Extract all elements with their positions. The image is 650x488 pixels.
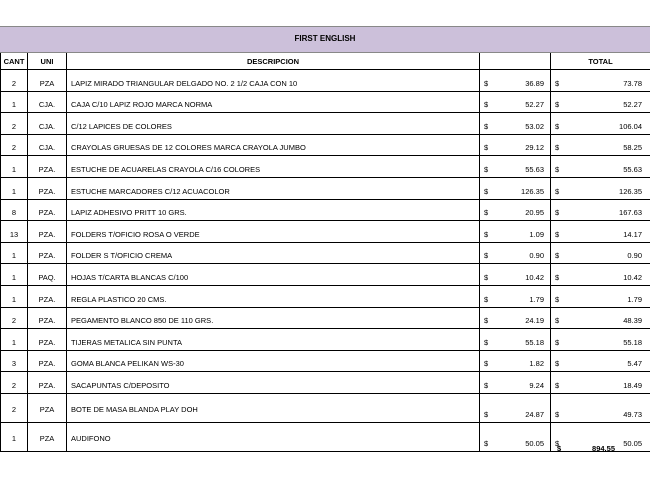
cell-total <box>551 295 650 307</box>
currency-symbol: $ <box>555 272 560 282</box>
currency-symbol: $ <box>484 251 489 261</box>
cell-total <box>551 316 650 328</box>
currency-symbol: $ <box>555 294 560 304</box>
total-value: 55.18 <box>623 337 642 347</box>
cell-unit-price <box>480 122 550 134</box>
cell-total <box>551 143 650 155</box>
cell-cant: 3 <box>11 359 17 369</box>
header-total: TOTAL <box>551 53 650 70</box>
currency-symbol: $ <box>484 380 489 390</box>
total-value: 14.17 <box>623 229 642 239</box>
cell-uni: PZA. <box>38 251 56 261</box>
grand-total <box>555 444 650 456</box>
cell-total <box>551 273 650 285</box>
currency-symbol: $ <box>484 438 489 448</box>
cell-total <box>551 208 650 220</box>
cell-unit-price <box>480 143 550 155</box>
table-row <box>1 372 650 394</box>
grand-total-value: 894.55 <box>592 444 615 453</box>
cell-unit-price <box>480 381 550 393</box>
currency-symbol: $ <box>555 186 560 196</box>
unit-price-value: 36.89 <box>525 78 544 88</box>
cell-cant: 1 <box>11 251 17 261</box>
unit-price-value: 24.19 <box>525 316 544 326</box>
cell-cant: 13 <box>9 229 19 239</box>
unit-price-value: 53.02 <box>525 121 544 131</box>
cell-uni: PZA. <box>38 337 56 347</box>
currency-symbol: $ <box>484 316 489 326</box>
total-value: 55.63 <box>623 164 642 174</box>
table-row <box>1 422 650 451</box>
table-row <box>1 177 650 199</box>
currency-symbol: $ <box>484 78 489 88</box>
currency-symbol: $ <box>484 272 489 282</box>
cell-uni: PZA. <box>38 359 56 369</box>
cell-uni: PZA. <box>38 164 56 174</box>
total-value: 58.25 <box>623 143 642 153</box>
cell-uni: PAQ. <box>38 272 56 282</box>
table-row <box>1 307 650 329</box>
cell-cant: 1 <box>11 100 17 110</box>
cell-total <box>551 187 650 199</box>
unit-price-value: 29.12 <box>525 143 544 153</box>
unit-price-value: 1.82 <box>529 359 544 369</box>
cell-uni: PZA. <box>38 294 56 304</box>
cell-uni: CJA. <box>38 121 56 131</box>
cell-unit-price <box>480 165 550 177</box>
header-uni: UNI <box>28 53 67 70</box>
cell-cant: 2 <box>11 121 17 131</box>
header-row <box>1 53 650 70</box>
cell-unit-price <box>480 295 550 307</box>
cell-descripcion: ESTUCHE MARCADORES C/12 ACUACOLOR <box>71 186 230 196</box>
cell-unit-price <box>480 359 550 371</box>
cell-unit-price <box>480 230 550 242</box>
cell-uni: CJA. <box>38 143 56 153</box>
cell-descripcion: LAPIZ MIRADO TRIANGULAR DELGADO NO. 2 1/2 CAJA CON 10 <box>71 78 298 88</box>
currency-symbol: $ <box>484 229 489 239</box>
currency-symbol: $ <box>555 409 560 419</box>
cell-total <box>551 381 650 393</box>
cell-uni: PZA <box>39 78 55 88</box>
unit-price-value: 55.18 <box>525 337 544 347</box>
cell-descripcion: PEGAMENTO BLANCO 850 DE 110 GRS. <box>71 316 214 326</box>
unit-price-value: 1.79 <box>529 294 544 304</box>
cell-total <box>551 122 650 134</box>
cell-unit-price <box>480 338 550 350</box>
total-value: 10.42 <box>623 272 642 282</box>
cell-cant: 1 <box>11 272 17 282</box>
cell-descripcion: SACAPUNTAS C/DEPOSITO <box>71 380 170 390</box>
table-row <box>1 156 650 178</box>
currency-symbol: $ <box>555 359 560 369</box>
cell-unit-price <box>480 187 550 199</box>
currency-symbol: $ <box>555 380 560 390</box>
cell-unit-price <box>480 208 550 220</box>
cell-unit-price <box>480 100 550 112</box>
table-row <box>1 70 650 92</box>
table-row <box>1 113 650 135</box>
currency-symbol: $ <box>484 186 489 196</box>
cell-cant: 1 <box>11 337 17 347</box>
unit-price-value: 10.42 <box>525 272 544 282</box>
cell-descripcion: REGLA PLASTICO 20 CMS. <box>71 294 167 304</box>
currency-symbol: $ <box>555 78 560 88</box>
unit-price-value: 1.09 <box>529 229 544 239</box>
grand-total-currency: $ <box>557 444 562 453</box>
cell-cant: 2 <box>11 316 17 326</box>
table-row <box>1 199 650 221</box>
cell-cant: 1 <box>11 164 17 174</box>
unit-price-value: 126.35 <box>521 186 544 196</box>
unit-price-value: 52.27 <box>525 100 544 110</box>
currency-symbol: $ <box>555 164 560 174</box>
cell-cant: 2 <box>11 380 17 390</box>
currency-symbol: $ <box>555 208 560 218</box>
currency-symbol: $ <box>555 143 560 153</box>
cell-uni: PZA <box>39 404 55 414</box>
total-value: 18.49 <box>623 380 642 390</box>
unit-price-value: 55.63 <box>525 164 544 174</box>
currency-symbol: $ <box>484 337 489 347</box>
table-row <box>1 329 650 351</box>
unit-price-value: 50.05 <box>525 438 544 448</box>
sheet-title: FIRST ENGLISH <box>294 34 356 43</box>
header-unit-price <box>480 53 551 70</box>
total-value: 5.47 <box>627 359 642 369</box>
total-value: 73.78 <box>623 78 642 88</box>
cell-total <box>551 100 650 112</box>
table-row <box>1 264 650 286</box>
cell-cant: 1 <box>11 433 17 443</box>
total-value: 50.05 <box>623 438 642 448</box>
cell-cant: 8 <box>11 208 17 218</box>
cell-descripcion: GOMA BLANCA PELIKAN WS-30 <box>71 359 184 369</box>
currency-symbol: $ <box>484 294 489 304</box>
cell-uni: PZA. <box>38 316 56 326</box>
cell-total <box>551 359 650 371</box>
total-value: 48.39 <box>623 316 642 326</box>
cell-cant: 2 <box>11 78 17 88</box>
cell-uni: PZA. <box>38 380 56 390</box>
total-value: 52.27 <box>623 100 642 110</box>
currency-symbol: $ <box>484 409 489 419</box>
cell-descripcion: CAJA C/10 LAPIZ ROJO MARCA NORMA <box>71 100 213 110</box>
cell-unit-price <box>480 273 550 285</box>
table-row <box>1 242 650 264</box>
cell-descripcion: TIJERAS METALICA SIN PUNTA <box>71 337 182 347</box>
cell-unit-price <box>480 79 550 91</box>
cell-descripcion: ESTUCHE DE ACUARELAS CRAYOLA C/16 COLORES <box>71 164 261 174</box>
cell-descripcion: FOLDER S T/OFICIO CREMA <box>71 251 173 261</box>
currency-symbol: $ <box>484 208 489 218</box>
total-value: 106.04 <box>619 121 642 131</box>
cell-unit-price <box>480 251 550 263</box>
currency-symbol: $ <box>555 100 560 110</box>
total-value: 49.73 <box>623 409 642 419</box>
cell-cant: 2 <box>11 404 17 414</box>
cell-descripcion: C/12 LAPICES DE COLORES <box>71 121 172 131</box>
cell-descripcion: CRAYOLAS GRUESAS DE 12 COLORES MARCA CRAYOLA JUMBO <box>71 143 306 153</box>
cell-cant: 1 <box>11 186 17 196</box>
table-row <box>1 134 650 156</box>
table-row <box>1 393 650 422</box>
cell-uni: PZA. <box>38 208 56 218</box>
cell-unit-price <box>480 410 550 422</box>
header-cant: CANT <box>1 53 28 70</box>
cell-uni: PZA. <box>38 186 56 196</box>
cell-uni: PZA <box>39 433 55 443</box>
unit-price-value: 9.24 <box>529 380 544 390</box>
cell-total <box>551 251 650 263</box>
table-row <box>1 350 650 372</box>
currency-symbol: $ <box>555 121 560 131</box>
total-value: 1.79 <box>627 294 642 304</box>
currency-symbol: $ <box>484 164 489 174</box>
total-value: 126.35 <box>619 186 642 196</box>
unit-price-value: 24.87 <box>525 409 544 419</box>
cell-descripcion: AUDIFONO <box>71 433 111 443</box>
currency-symbol: $ <box>484 143 489 153</box>
cell-total <box>551 230 650 242</box>
currency-symbol: $ <box>555 229 560 239</box>
cell-cant: 1 <box>11 294 17 304</box>
unit-price-value: 0.90 <box>529 251 544 261</box>
cell-total <box>551 410 650 422</box>
cell-descripcion: HOJAS T/CARTA BLANCAS C/100 <box>71 272 189 282</box>
currency-symbol: $ <box>555 337 560 347</box>
cell-descripcion: LAPIZ ADHESIVO PRITT 10 GRS. <box>71 208 187 218</box>
title-bar <box>0 26 650 53</box>
items-table <box>0 53 650 452</box>
currency-symbol: $ <box>555 316 560 326</box>
cell-total <box>551 79 650 91</box>
currency-symbol: $ <box>555 438 560 448</box>
currency-symbol: $ <box>484 121 489 131</box>
table-row <box>1 221 650 243</box>
currency-symbol: $ <box>484 100 489 110</box>
cell-descripcion: FOLDERS T/OFICIO ROSA O VERDE <box>71 229 200 239</box>
table-row <box>1 91 650 113</box>
total-value: 0.90 <box>627 251 642 261</box>
cell-unit-price <box>480 439 550 451</box>
cell-unit-price <box>480 316 550 328</box>
unit-price-value: 20.95 <box>525 208 544 218</box>
table-row <box>1 285 650 307</box>
header-descripcion: DESCRIPCION <box>67 53 480 70</box>
cell-total <box>551 165 650 177</box>
cell-uni: CJA. <box>38 100 56 110</box>
cell-descripcion: BOTE DE MASA BLANDA PLAY DOH <box>71 404 198 414</box>
cell-uni: PZA. <box>38 229 56 239</box>
total-value: 167.63 <box>619 208 642 218</box>
currency-symbol: $ <box>484 359 489 369</box>
currency-symbol: $ <box>555 251 560 261</box>
cell-total <box>551 338 650 350</box>
cell-cant: 2 <box>11 143 17 153</box>
